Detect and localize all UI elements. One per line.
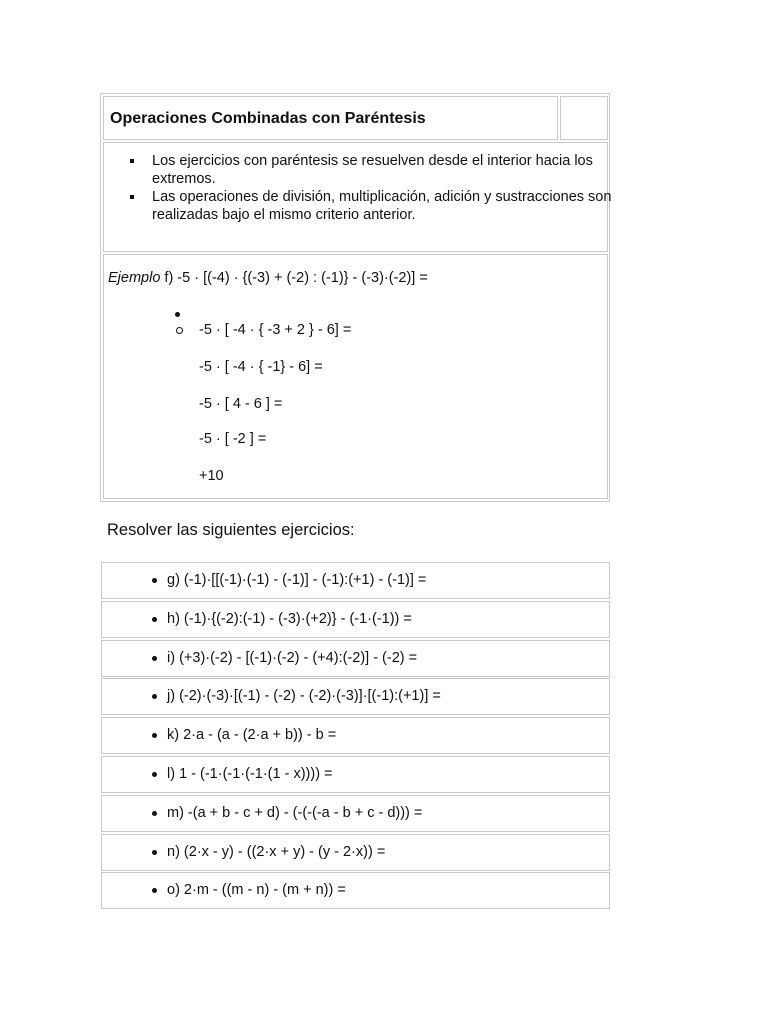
section-title: Operaciones Combinadas con Paréntesis bbox=[110, 110, 426, 127]
rule-item: Los ejercicios con paréntesis se resuelven desde el interior hacia los extremos. bbox=[152, 153, 593, 187]
example-formula: f) -5 · [(-4) · {(-3) + (-2) : (-1)} - (-3)·(-2)] = bbox=[164, 270, 428, 286]
example-expression bbox=[108, 270, 428, 286]
exercise-row bbox=[101, 834, 610, 871]
exercise-text: h) (-1)·{(-2):(-1) - (-3)·(+2)} - (-1·(-1)) = bbox=[167, 611, 412, 627]
exercise-row bbox=[101, 678, 610, 715]
square-bullet-icon bbox=[130, 159, 134, 163]
rule-item: Las operaciones de división, multiplicación, adición y sustracciones son realizadas bajo el mismo criterio anterior. bbox=[152, 189, 612, 223]
exercise-row bbox=[101, 872, 610, 909]
bullet-icon bbox=[152, 772, 157, 777]
bullet-icon bbox=[175, 312, 180, 317]
bullet-icon bbox=[152, 578, 157, 583]
example-step: -5 · [ -4 · { -1} - 6] = bbox=[199, 359, 323, 375]
exercise-text: g) (-1)·[[(-1)·(-1) - (-1)] - (-1):(+1) - (-1)] = bbox=[167, 572, 427, 588]
example-cell bbox=[103, 254, 608, 499]
empty-cell bbox=[560, 96, 608, 140]
exercise-row bbox=[101, 795, 610, 832]
bullet-icon bbox=[152, 694, 157, 699]
example-result: +10 bbox=[199, 468, 224, 484]
example-label: Ejemplo bbox=[108, 270, 161, 286]
exercise-text: i) (+3)·(-2) - [(-1)·(-2) - (+4):(-2)] - (-2) = bbox=[167, 650, 418, 666]
circle-bullet-icon bbox=[176, 327, 183, 334]
exercise-text: m) -(a + b - c + d) - (-(-(-a - b + c - d))) = bbox=[167, 805, 423, 821]
theory-table bbox=[100, 93, 610, 502]
title-cell bbox=[103, 96, 558, 140]
exercises-heading: Resolver las siguientes ejercicios: bbox=[107, 521, 355, 539]
bullet-icon bbox=[152, 850, 157, 855]
exercise-row bbox=[101, 562, 610, 599]
rules-cell bbox=[103, 142, 612, 252]
exercise-text: l) 1 - (-1·(-1·(-1·(1 - x)))) = bbox=[167, 766, 333, 782]
exercise-text: j) (-2)·(-3)·[(-1) - (-2) - (-2)·(-3)]·[(-1):(+1)] = bbox=[167, 688, 441, 704]
example-step: -5 · [ -2 ] = bbox=[199, 431, 267, 447]
exercise-row bbox=[101, 601, 610, 638]
example-step: -5 · [ 4 - 6 ] = bbox=[199, 396, 283, 412]
bullet-icon bbox=[152, 888, 157, 893]
square-bullet-icon bbox=[130, 195, 134, 199]
exercise-row bbox=[101, 717, 610, 754]
bullet-icon bbox=[152, 811, 157, 816]
bullet-icon bbox=[152, 733, 157, 738]
exercise-text: o) 2·m - ((m - n) - (m + n)) = bbox=[167, 882, 346, 898]
exercise-row bbox=[101, 756, 610, 793]
bullet-icon bbox=[152, 617, 157, 622]
exercise-row bbox=[101, 640, 610, 677]
exercise-text: k) 2·a - (a - (2·a + b)) - b = bbox=[167, 727, 337, 743]
example-step: -5 · [ -4 · { -3 + 2 } - 6] = bbox=[199, 322, 352, 338]
bullet-icon bbox=[152, 656, 157, 661]
exercise-text: n) (2·x - y) - ((2·x + y) - (y - 2·x)) = bbox=[167, 844, 386, 860]
